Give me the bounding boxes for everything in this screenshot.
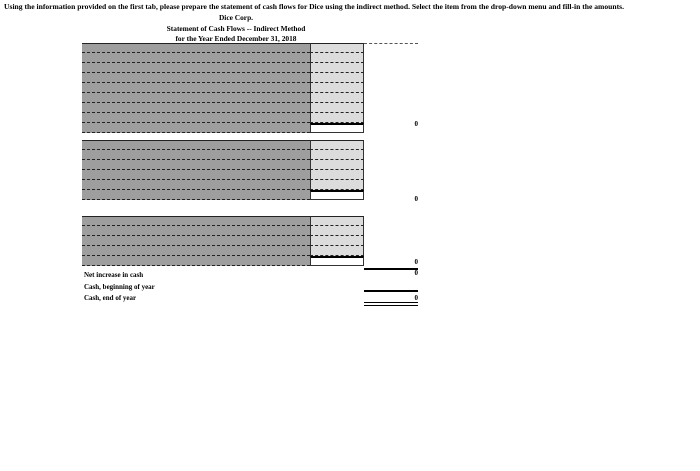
amount-input[interactable] [310, 150, 364, 160]
line-item-row [82, 216, 364, 226]
line-item-row [82, 170, 364, 180]
beginning-underline [364, 290, 418, 292]
line-item-row [82, 150, 364, 160]
top-divider [364, 43, 418, 44]
amount-input[interactable] [310, 170, 364, 180]
line-item-dropdown[interactable] [82, 190, 310, 200]
line-item-dropdown[interactable] [82, 180, 310, 190]
line-item-dropdown[interactable] [82, 73, 310, 83]
line-item-row [82, 93, 364, 103]
line-item-dropdown[interactable] [82, 226, 310, 236]
amount-input[interactable] [310, 53, 364, 63]
line-item-row [82, 190, 364, 200]
investing-total: 0 [414, 195, 418, 203]
line-item-dropdown[interactable] [82, 236, 310, 246]
amount-input[interactable] [310, 140, 364, 150]
line-item-dropdown[interactable] [82, 43, 310, 53]
line-item-row [82, 180, 364, 190]
line-item-dropdown[interactable] [82, 83, 310, 93]
amount-input[interactable] [310, 226, 364, 236]
operating-total: 0 [414, 120, 418, 128]
line-item-dropdown[interactable] [82, 170, 310, 180]
amount-input[interactable] [310, 123, 364, 133]
line-item-dropdown[interactable] [82, 123, 310, 133]
line-item-row [82, 226, 364, 236]
company-name: Dice Corp. [218, 13, 254, 22]
amount-input[interactable] [310, 160, 364, 170]
amount-input[interactable] [310, 246, 364, 256]
double-underline-1 [364, 302, 418, 303]
double-underline-2 [364, 305, 418, 306]
line-item-dropdown[interactable] [82, 93, 310, 103]
line-item-row [82, 43, 364, 53]
amount-input[interactable] [310, 190, 364, 200]
line-item-row [82, 83, 364, 93]
amount-input[interactable] [310, 180, 364, 190]
amount-input[interactable] [310, 83, 364, 93]
statement-title: Statement of Cash Flows -- Indirect Method [166, 24, 306, 33]
line-item-dropdown[interactable] [82, 160, 310, 170]
line-item-dropdown[interactable] [82, 140, 310, 150]
line-item-dropdown[interactable] [82, 103, 310, 113]
instructions-text: Using the information provided on the first tab, please prepare the statement of cash flows for Dice using the indirect method. Select the item from the drop-down menu and fill-in the amounts. [4, 2, 624, 11]
amount-input[interactable] [310, 216, 364, 226]
amount-input[interactable] [310, 113, 364, 123]
line-item-dropdown[interactable] [82, 216, 310, 226]
net-increase-value: 0 [414, 269, 418, 277]
line-item-dropdown[interactable] [82, 150, 310, 160]
line-item-row [82, 53, 364, 63]
amount-input[interactable] [310, 73, 364, 83]
line-item-dropdown[interactable] [82, 246, 310, 256]
line-item-row [82, 236, 364, 246]
amount-input[interactable] [310, 256, 364, 266]
line-item-row [82, 73, 364, 83]
line-item-row [82, 160, 364, 170]
line-item-dropdown[interactable] [82, 63, 310, 73]
line-item-row [82, 113, 364, 123]
line-item-dropdown[interactable] [82, 113, 310, 123]
amount-input[interactable] [310, 63, 364, 73]
line-item-row [82, 246, 364, 256]
cash-end-label: Cash, end of year [84, 294, 137, 302]
line-item-row [82, 103, 364, 113]
amount-input[interactable] [310, 236, 364, 246]
line-item-row [82, 256, 364, 266]
line-item-row [82, 123, 364, 133]
amount-input[interactable] [310, 103, 364, 113]
line-item-row [82, 140, 364, 150]
amount-input[interactable] [310, 93, 364, 103]
statement-period: for the Year Ended December 31, 2018 [175, 34, 297, 43]
financing-total: 0 [414, 258, 418, 266]
cash-end-value: 0 [414, 294, 418, 302]
line-item-dropdown[interactable] [82, 53, 310, 63]
line-item-dropdown[interactable] [82, 256, 310, 266]
amount-input[interactable] [310, 43, 364, 53]
cash-beginning-label: Cash, beginning of year [84, 283, 155, 291]
net-increase-label: Net increase in cash [84, 271, 144, 279]
line-item-row [82, 63, 364, 73]
